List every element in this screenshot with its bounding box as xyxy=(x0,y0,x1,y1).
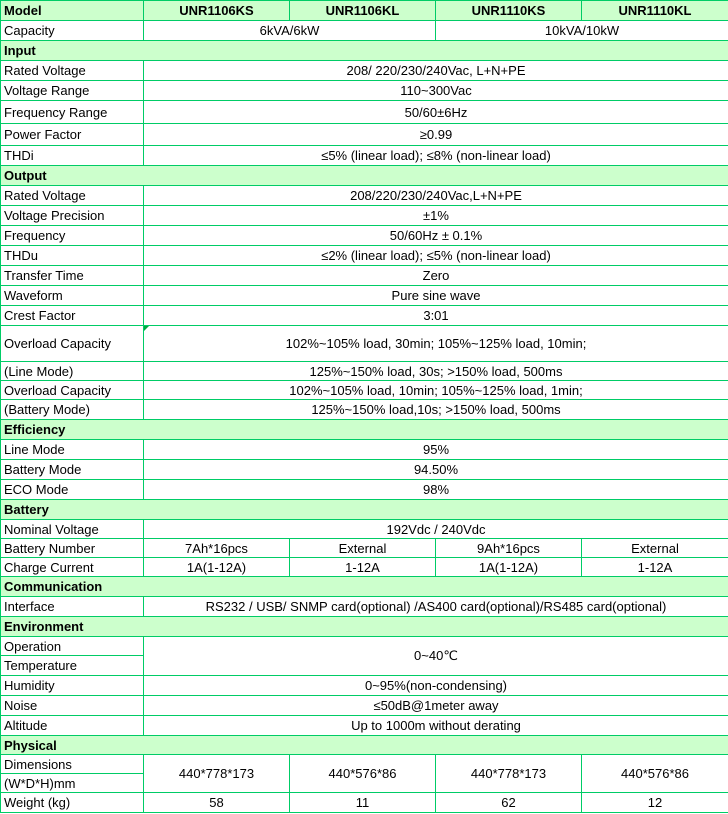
battery-nominal-voltage-row xyxy=(1,520,728,539)
environment-humidity-row xyxy=(1,676,728,696)
row-value: 62 xyxy=(436,793,582,813)
row-value: 94.50% xyxy=(144,460,728,480)
row-label: (Battery Mode) xyxy=(1,400,144,420)
output-waveform-row xyxy=(1,286,728,306)
environment-altitude-row xyxy=(1,716,728,736)
row-label: Voltage Precision xyxy=(1,206,144,226)
row-value: 110~300Vac xyxy=(144,81,728,101)
row-label: Interface xyxy=(1,597,144,617)
output-overload-battery-row-1 xyxy=(1,381,728,400)
row-label: Overload Capacity xyxy=(1,381,144,400)
row-label: Noise xyxy=(1,696,144,716)
section-efficiency xyxy=(1,420,728,440)
row-label: Line Mode xyxy=(1,440,144,460)
row-value: 50/60Hz ± 0.1% xyxy=(144,226,728,246)
input-thdi-row xyxy=(1,146,728,166)
row-label: Crest Factor xyxy=(1,306,144,326)
section-title: Environment xyxy=(1,617,728,637)
row-value: 192Vdc / 240Vdc xyxy=(144,520,728,539)
row-label: Temperature xyxy=(1,656,144,676)
row-value: 125%~150% load, 30s; >150% load, 500ms xyxy=(144,362,728,381)
model-unr1106ks: UNR1106KS xyxy=(144,1,290,21)
row-label: Power Factor xyxy=(1,124,144,146)
row-label: Weight (kg) xyxy=(1,793,144,813)
section-battery xyxy=(1,500,728,520)
row-value: 50/60±6Hz xyxy=(144,101,728,124)
row-label: Waveform xyxy=(1,286,144,306)
row-value: 440*778*173 xyxy=(144,755,290,793)
row-value: 3:01 xyxy=(144,306,728,326)
battery-charge-current-row xyxy=(1,558,728,577)
section-title: Input xyxy=(1,41,728,61)
capacity-label: Capacity xyxy=(1,21,144,41)
row-value: 102%~105% load, 30min; 105%~125% load, 10min; xyxy=(144,326,728,362)
row-value: 95% xyxy=(144,440,728,460)
row-label: Overload Capacity xyxy=(1,326,144,362)
row-value: 1-12A xyxy=(290,558,436,577)
capacity-row xyxy=(1,21,728,41)
row-label: ECO Mode xyxy=(1,480,144,500)
output-rated-voltage-row xyxy=(1,186,728,206)
row-label: Frequency xyxy=(1,226,144,246)
header-row xyxy=(1,1,728,21)
section-title: Communication xyxy=(1,577,728,597)
row-value: RS232 / USB/ SNMP card(optional) /AS400 card(optional)/RS485 card(optional) xyxy=(144,597,728,617)
battery-number-row xyxy=(1,539,728,558)
row-value: 208/220/230/240Vac,L+N+PE xyxy=(144,186,728,206)
row-label: Rated Voltage xyxy=(1,61,144,81)
row-label: Humidity xyxy=(1,676,144,696)
row-label: THDu xyxy=(1,246,144,266)
output-frequency-row xyxy=(1,226,728,246)
row-value: ±1% xyxy=(144,206,728,226)
row-label: (Line Mode) xyxy=(1,362,144,381)
section-environment xyxy=(1,617,728,637)
row-value: 7Ah*16pcs xyxy=(144,539,290,558)
row-value: 102%~105% load, 10min; 105%~125% load, 1min; xyxy=(144,381,728,400)
efficiency-eco-mode-row xyxy=(1,480,728,500)
row-label: Battery Mode xyxy=(1,460,144,480)
efficiency-line-mode-row xyxy=(1,440,728,460)
input-power-factor-row xyxy=(1,124,728,146)
section-input xyxy=(1,41,728,61)
model-label: Model xyxy=(1,1,144,21)
row-label: Rated Voltage xyxy=(1,186,144,206)
row-value: Pure sine wave xyxy=(144,286,728,306)
row-label: Transfer Time xyxy=(1,266,144,286)
row-value: ≤2% (linear load); ≤5% (non-linear load) xyxy=(144,246,728,266)
physical-weight-row xyxy=(1,793,728,813)
row-value: 440*778*173 xyxy=(436,755,582,793)
row-value: 125%~150% load,10s; >150% load, 500ms xyxy=(144,400,728,420)
output-thdu-row xyxy=(1,246,728,266)
row-value: External xyxy=(290,539,436,558)
efficiency-battery-mode-row xyxy=(1,460,728,480)
row-value: 440*576*86 xyxy=(290,755,436,793)
row-value: ≥0.99 xyxy=(144,124,728,146)
output-overload-line-row-2 xyxy=(1,362,728,381)
row-value: ≤5% (linear load); ≤8% (non-linear load) xyxy=(144,146,728,166)
section-physical xyxy=(1,736,728,755)
row-value: External xyxy=(582,539,728,558)
row-value: Up to 1000m without derating xyxy=(144,716,728,736)
row-value: 0~40℃ xyxy=(144,637,728,676)
row-value: 1A(1-12A) xyxy=(144,558,290,577)
row-label: THDi xyxy=(1,146,144,166)
environment-operation-row-1 xyxy=(1,637,728,656)
capacity-10k: 10kVA/10kW xyxy=(436,21,728,41)
row-label: Altitude xyxy=(1,716,144,736)
row-label: Nominal Voltage xyxy=(1,520,144,539)
row-label: Frequency Range xyxy=(1,101,144,124)
row-value: 9Ah*16pcs xyxy=(436,539,582,558)
section-title: Efficiency xyxy=(1,420,728,440)
row-value: 0~95%(non-condensing) xyxy=(144,676,728,696)
row-value: 1A(1-12A) xyxy=(436,558,582,577)
row-value: 98% xyxy=(144,480,728,500)
model-unr1106kl: UNR1106KL xyxy=(290,1,436,21)
row-value: ≤50dB@1meter away xyxy=(144,696,728,716)
row-value: 12 xyxy=(582,793,728,813)
row-label: Dimensions xyxy=(1,755,144,774)
row-label: Charge Current xyxy=(1,558,144,577)
row-label: Battery Number xyxy=(1,539,144,558)
input-voltage-range-row xyxy=(1,81,728,101)
section-communication xyxy=(1,577,728,597)
section-title: Output xyxy=(1,166,728,186)
output-crest-factor-row xyxy=(1,306,728,326)
row-label: Voltage Range xyxy=(1,81,144,101)
output-overload-line-row-1 xyxy=(1,326,728,362)
section-title: Battery xyxy=(1,500,728,520)
model-unr1110kl: UNR1110KL xyxy=(582,1,728,21)
capacity-6k: 6kVA/6kW xyxy=(144,21,436,41)
output-voltage-precision-row xyxy=(1,206,728,226)
row-value: 440*576*86 xyxy=(582,755,728,793)
row-value: 208/ 220/230/240Vac, L+N+PE xyxy=(144,61,728,81)
row-value: Zero xyxy=(144,266,728,286)
output-transfer-time-row xyxy=(1,266,728,286)
row-label: Operation xyxy=(1,637,144,656)
input-frequency-range-row xyxy=(1,101,728,124)
output-overload-battery-row-2 xyxy=(1,400,728,420)
row-value: 11 xyxy=(290,793,436,813)
section-title: Physical xyxy=(1,736,728,755)
input-rated-voltage-row xyxy=(1,61,728,81)
model-unr1110ks: UNR1110KS xyxy=(436,1,582,21)
row-value: 58 xyxy=(144,793,290,813)
section-output xyxy=(1,166,728,186)
row-value: 1-12A xyxy=(582,558,728,577)
physical-dimensions-row-1 xyxy=(1,755,728,774)
communication-interface-row xyxy=(1,597,728,617)
row-label: (W*D*H)mm xyxy=(1,774,144,793)
environment-noise-row xyxy=(1,696,728,716)
